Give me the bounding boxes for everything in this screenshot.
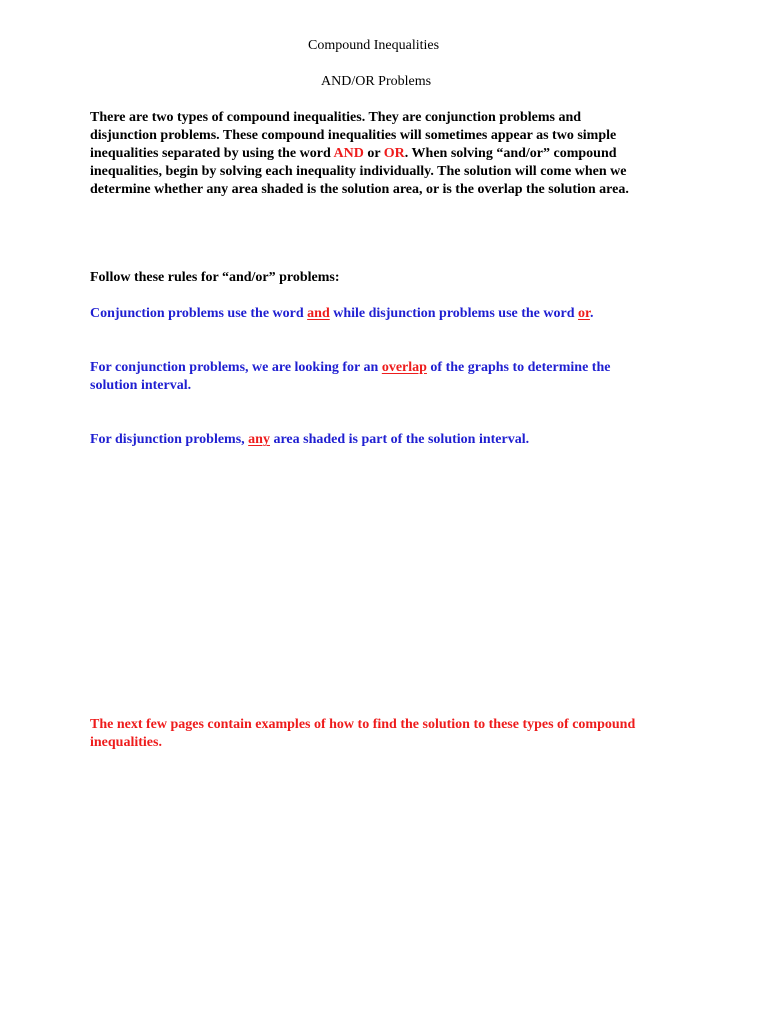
intro-line-3-post: . When solving “and/or” compound bbox=[404, 146, 617, 161]
rule-conjunction-overlap bbox=[90, 359, 610, 377]
intro-line-3-pre: inequalities separated by using the word bbox=[90, 146, 334, 161]
any-underlined-word: any bbox=[248, 432, 270, 447]
page-title: Compound Inequalities bbox=[308, 38, 440, 53]
rule-disjunction-any bbox=[90, 431, 529, 449]
intro-line-1: There are two types of compound inequalities. They are conjunction problems and bbox=[90, 110, 582, 125]
page-subtitle: AND/OR Problems bbox=[321, 74, 432, 89]
closing-line-2: inequalities. bbox=[90, 735, 162, 750]
rule-conjunction-overlap-line-2: solution interval. bbox=[90, 378, 192, 393]
or-keyword: OR bbox=[383, 146, 405, 161]
intro-line-4: inequalities, begin by solving each inequality individually. The solution will come when we bbox=[90, 164, 627, 179]
and-keyword: AND bbox=[333, 146, 364, 161]
rule2-post: of the graphs to determine the bbox=[426, 360, 611, 375]
rule-conjunction-disjunction-words bbox=[90, 305, 593, 323]
closing-line-1: The next few pages contain examples of how to find the solution to these types of compound bbox=[90, 717, 636, 732]
rule1-post: . bbox=[589, 306, 594, 321]
overlap-underlined-word: overlap bbox=[381, 360, 427, 375]
and-underlined-word: and bbox=[307, 306, 330, 321]
rule2-pre: For conjunction problems, we are looking for an bbox=[90, 360, 382, 375]
or-underlined-word: or bbox=[578, 306, 590, 321]
intro-line-5: determine whether any area shaded is the solution area, or is the overlap the solution area. bbox=[90, 182, 629, 197]
rule1-mid: while disjunction problems use the word bbox=[329, 306, 579, 321]
intro-line-3-mid: or bbox=[363, 146, 384, 161]
rule3-pre: For disjunction problems, bbox=[90, 432, 249, 447]
rules-heading: Follow these rules for “and/or” problems: bbox=[90, 270, 340, 285]
intro-line-3 bbox=[90, 145, 617, 163]
rule3-post: area shaded is part of the solution interval. bbox=[269, 432, 530, 447]
intro-line-2: disjunction problems. These compound inequalities will sometimes appear as two simple bbox=[90, 128, 617, 143]
rule1-pre: Conjunction problems use the word bbox=[90, 306, 308, 321]
